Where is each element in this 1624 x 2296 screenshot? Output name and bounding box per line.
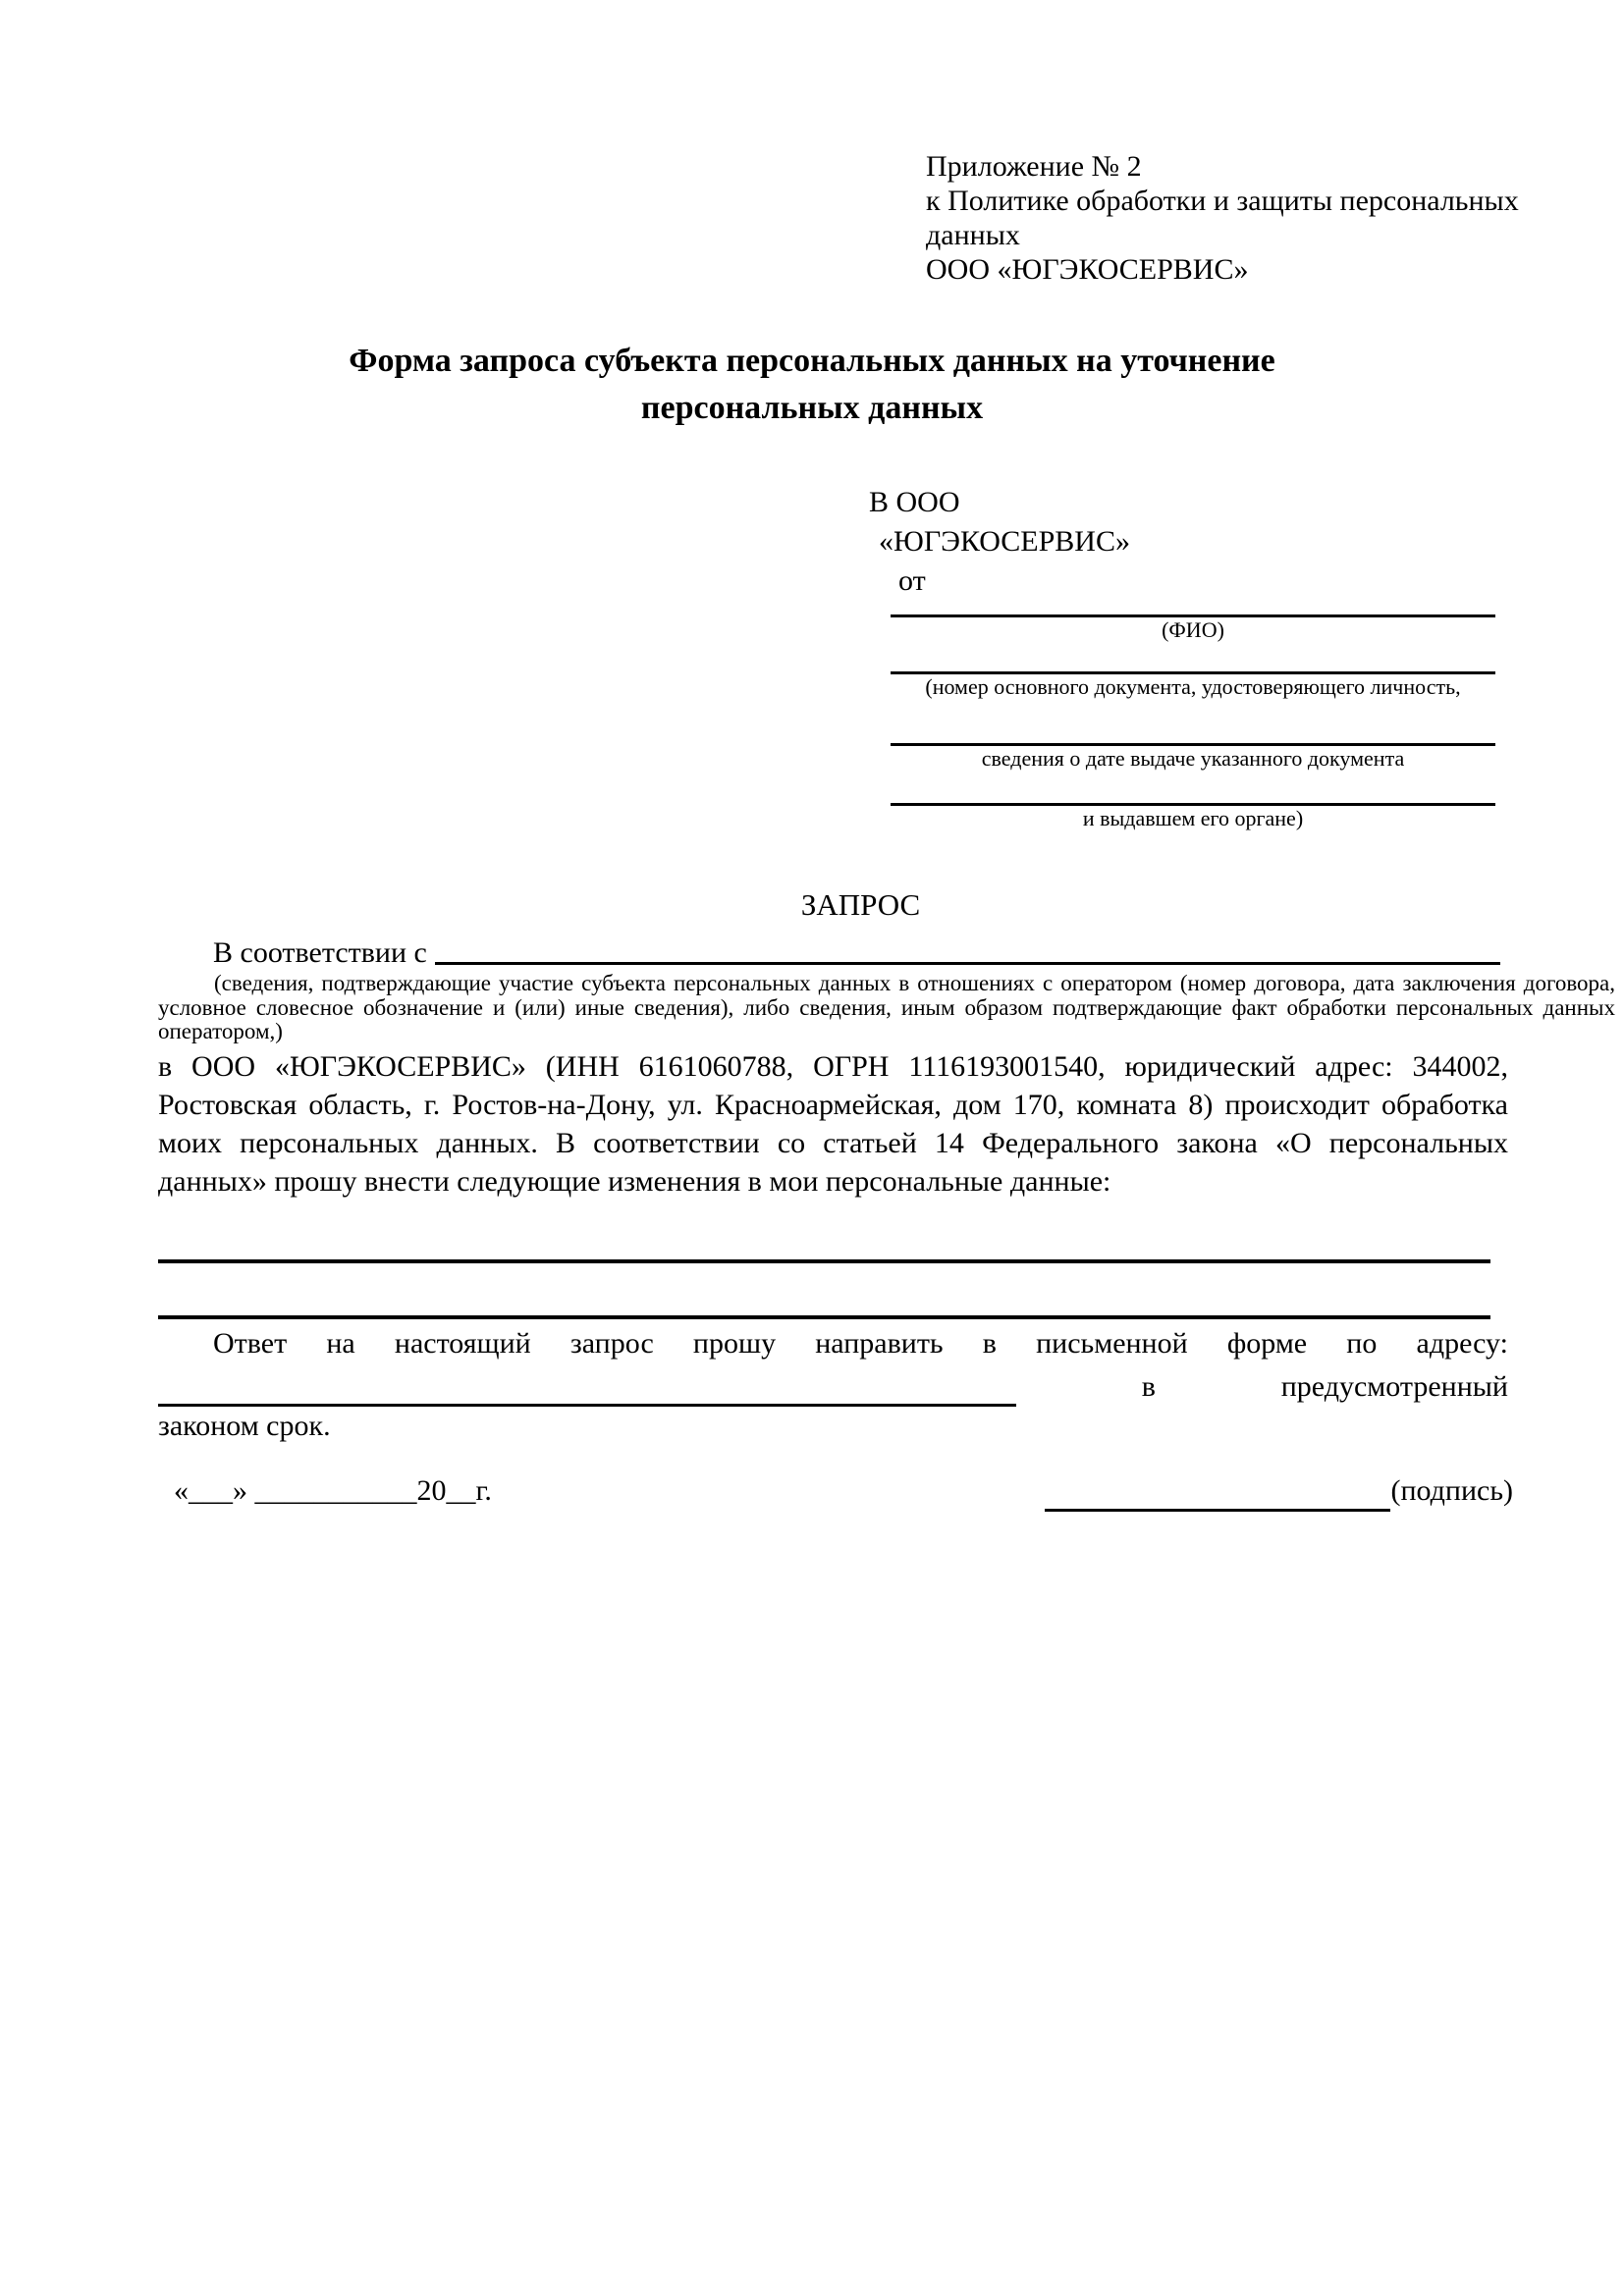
date-blank: «___» ___________20__г. [174,1474,492,1507]
signature-caption: (подпись) [1390,1474,1513,1507]
changes-blank-line-2 [158,1315,1490,1319]
annex-note [926,149,1519,287]
annex-note-line-4: ООО «ЮГЭКОСЕРВИС» [926,253,1249,286]
intro-blank-line [435,962,1500,965]
document-title-line-2: персональных данных [640,390,984,426]
issue-org-blank-line [891,772,1495,806]
addressee-to-line-1: В ООО [869,486,960,518]
doc-number-caption: (номер основного документа, удостоверяющего личность, [925,674,1461,699]
doc-number-field [891,643,1495,700]
issue-date-field [891,700,1495,772]
fio-field [891,601,1495,643]
annex-note-line-3: данных [926,219,1020,251]
date-signature-row [158,1470,1513,1512]
signature-blank-line [1045,1471,1390,1512]
reply-line-2 [158,1363,1508,1407]
request-body: в ООО «ЮГЭКОСЕРВИС» (ИНН 6161060788, ОГРН 1116193001540, юридический адрес: 344002, Ростовская область, г. Ростов-на-Дону, ул. Красноармейская, дом 170, комната 8) происходит обработка моих персональных данных. В соответствии со статьей 14 Федерального закона «О персональных данных» прошу внести следующие изменения в мои персональные данные: [158,1049,1508,1198]
fio-blank-line [891,601,1495,617]
fio-caption: (ФИО) [1162,617,1224,642]
intro-text: В соответствии с [213,936,427,969]
reply-word-1: в [1141,1370,1156,1403]
reply-address-blank-line [158,1366,1016,1407]
addressee-from-label: от [898,564,926,597]
issue-date-blank-line [891,700,1495,746]
reply-paragraph [158,1324,1508,1446]
intro-line [158,929,1508,970]
request-heading: ЗАПРОС [800,887,921,922]
document-title-line-1: Форма запроса субъекта персональных данных на уточнение [349,343,1275,379]
signature-field [1045,1470,1513,1512]
reply-line-1: Ответ на настоящий запрос прошу направить в письменной форме по адресу: [213,1327,1508,1360]
annex-note-line-1: Приложение № 2 [926,150,1142,183]
annex-note-line-2: к Политике обработки и защиты персональных [926,185,1519,217]
document-title [0,338,1624,432]
doc-number-blank-line [891,643,1495,674]
changes-blank-line-1 [158,1259,1490,1263]
issue-org-caption: и выдавшем его органе) [1082,806,1304,830]
fine-print-note: (сведения, подтверждающие участие субъекта персональных данных в отношениях с оператором (номер договора, дата заключения договора, условное словесное обозначение и (или) иные сведения), либо сведения, иным образом подтверждающие факт обработки персональных данных оператором,) [158,971,1615,1043]
request-block [158,929,1615,1201]
issue-org-field [891,772,1495,831]
addressee-to-line-2: «ЮГЭКОСЕРВИС» [879,525,1130,558]
reply-line-3: законом срок. [158,1410,331,1442]
issue-date-caption: сведения о дате выдаче указанного документа [981,746,1405,771]
reply-word-2: предусмотренный [1280,1370,1508,1403]
addressee-block [869,483,1495,831]
